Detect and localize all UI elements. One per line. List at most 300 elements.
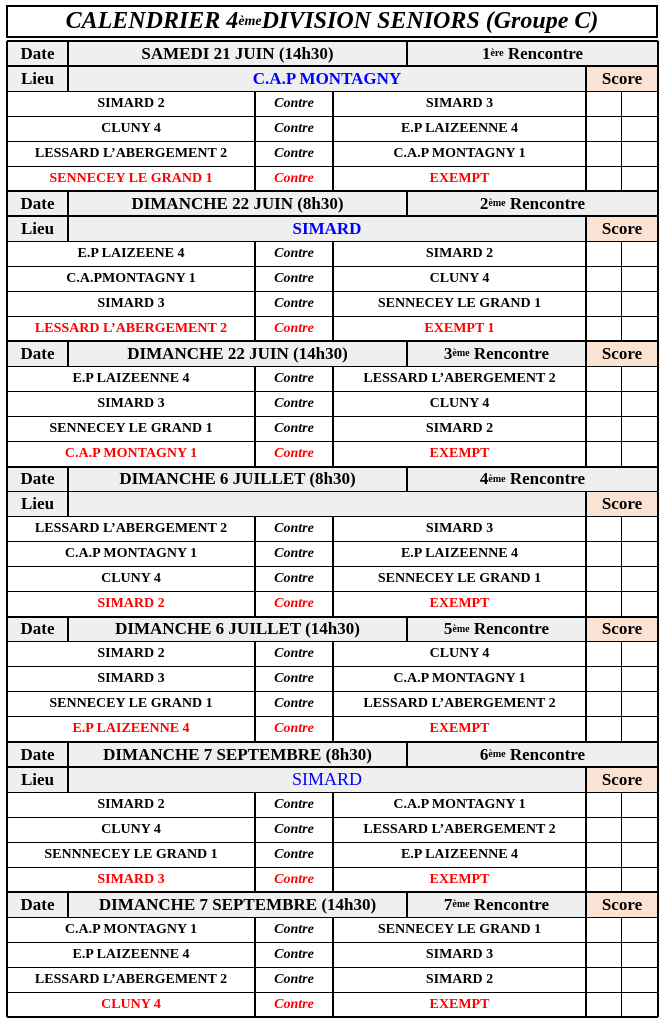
grid-line: [585, 517, 587, 542]
home-team-text: SIMARD 2: [97, 646, 165, 662]
grid-line: [332, 642, 334, 667]
contre-text: Contre: [274, 646, 314, 662]
score-away-cell[interactable]: [621, 316, 658, 341]
grid-line: [254, 692, 256, 717]
score-away-cell[interactable]: [621, 166, 658, 191]
away-team: [333, 366, 586, 391]
contre-label: [255, 116, 333, 141]
away-team: [333, 567, 586, 592]
contre-text: Contre: [274, 996, 314, 1012]
score-home-cell[interactable]: [586, 241, 621, 266]
home-team-text: C.A.P MONTAGNY 1: [64, 921, 198, 937]
score-home-cell[interactable]: [586, 517, 621, 542]
date-label: [7, 467, 68, 492]
home-team-text: SENNECEY LE GRAND 1: [49, 170, 213, 186]
contre-text: Contre: [274, 245, 314, 261]
grid-line: [254, 166, 256, 191]
date-label: [7, 341, 68, 366]
grid-line: [406, 191, 408, 216]
score-home-cell[interactable]: [586, 417, 621, 442]
date-label: [7, 41, 68, 66]
date-label: [7, 892, 68, 917]
score-home-cell[interactable]: [586, 442, 621, 467]
away-team: [333, 141, 586, 166]
score-home-cell[interactable]: [586, 717, 621, 742]
grid-line: [621, 166, 622, 191]
score-home-cell[interactable]: [586, 592, 621, 617]
away-team: [333, 391, 586, 416]
round-number: [407, 191, 658, 216]
grid-line: [585, 91, 587, 116]
home-team-text: SENNECEY LE GRAND 1: [49, 421, 213, 437]
grid-line: [332, 116, 334, 141]
score-home-cell[interactable]: [586, 366, 621, 391]
score-home-cell[interactable]: [586, 917, 621, 942]
grid-line: [621, 942, 622, 967]
home-team: [7, 567, 255, 592]
home-team-text: E.P LAIZEENNE 4: [72, 946, 190, 962]
contre-text: Contre: [274, 971, 314, 987]
grid-line: [67, 216, 69, 241]
contre-label: [255, 442, 333, 467]
round-number-sup: ème: [452, 899, 470, 911]
grid-line: [254, 942, 256, 967]
grid-line: [254, 842, 256, 867]
grid-line: [254, 567, 256, 592]
contre-label: [255, 667, 333, 692]
grid-line: [621, 366, 622, 391]
grid-line: [585, 417, 587, 442]
grid-line: [254, 992, 256, 1017]
away-team-text: E.P LAIZEENNE 4: [400, 846, 519, 862]
grid-line: [585, 266, 587, 291]
round-number-sup: ème: [488, 198, 506, 210]
score-home-cell[interactable]: [586, 642, 621, 667]
round-number-sup: ème: [488, 473, 506, 485]
score-away-cell[interactable]: [621, 116, 658, 141]
score-away-cell[interactable]: [621, 817, 658, 842]
round-number: [407, 341, 586, 366]
round-number-digit: 1: [481, 43, 491, 63]
round-number: [407, 467, 658, 492]
grid-line: [621, 116, 622, 141]
away-team-text: SENNECEY LE GRAND 1: [377, 571, 542, 587]
score-home-cell[interactable]: [586, 266, 621, 291]
home-team-text: LESSARD L’ABERGEMENT 2: [34, 521, 228, 537]
away-team-text: E.P LAIZEENNE 4: [400, 546, 519, 562]
grid-line: [585, 867, 587, 892]
score-home-cell[interactable]: [586, 792, 621, 817]
score-away-cell[interactable]: [621, 266, 658, 291]
home-team-text: SIMARD 3: [97, 395, 165, 411]
grid-line: [332, 667, 334, 692]
away-team-text: CLUNY 4: [429, 646, 490, 662]
score-away-cell[interactable]: [621, 942, 658, 967]
grid-line: [67, 492, 69, 517]
grid-line: [67, 467, 69, 492]
contre-label: [255, 291, 333, 316]
score-away-cell[interactable]: [621, 917, 658, 942]
away-team: [333, 792, 586, 817]
home-team-text: SIMARD 3: [97, 295, 165, 311]
round-date-text: SAMEDI 21 JUIN (14h30): [141, 43, 334, 63]
grid-line: [254, 592, 256, 617]
score-header-text: Score: [601, 68, 643, 88]
round-number: [407, 742, 658, 767]
score-home-cell[interactable]: [586, 817, 621, 842]
venue-name: [68, 66, 586, 91]
grid-line: [621, 842, 622, 867]
score-away-cell[interactable]: [621, 291, 658, 316]
contre-label: [255, 316, 333, 341]
round-number-word: Rencontre: [507, 43, 584, 63]
score-home-cell[interactable]: [586, 692, 621, 717]
grid-line: [585, 767, 587, 792]
contre-text: Contre: [274, 95, 314, 111]
contre-text: Contre: [274, 696, 314, 712]
score-home-cell[interactable]: [586, 667, 621, 692]
contre-label: [255, 266, 333, 291]
contre-text: Contre: [274, 871, 314, 887]
away-team: [333, 241, 586, 266]
score-home-cell[interactable]: [586, 542, 621, 567]
score-header-text: Score: [601, 218, 643, 238]
venue-name: [68, 216, 586, 241]
round-number-sup: ème: [452, 623, 470, 635]
grid-line: [332, 917, 334, 942]
contre-text: Contre: [274, 846, 314, 862]
grid-line: [67, 66, 69, 91]
score-home-cell[interactable]: [586, 91, 621, 116]
grid-line: [6, 41, 8, 1017]
home-team-text: CLUNY 4: [101, 571, 161, 587]
round-number-digit: 4: [479, 469, 489, 489]
contre-label: [255, 417, 333, 442]
score-away-cell[interactable]: [621, 592, 658, 617]
grid-line: [406, 341, 408, 366]
score-home-cell[interactable]: [586, 992, 621, 1017]
grid-line: [585, 592, 587, 617]
grid-line: [254, 442, 256, 467]
away-team: [333, 942, 586, 967]
contre-text: Contre: [274, 571, 314, 587]
score-away-cell[interactable]: [621, 241, 658, 266]
grid-line: [254, 316, 256, 341]
round-date: [68, 467, 407, 492]
home-team: [7, 291, 255, 316]
score-home-cell[interactable]: [586, 967, 621, 992]
away-team-text: LESSARD L’ABERGEMENT 2: [363, 370, 556, 386]
grid-line: [621, 567, 622, 592]
score-away-cell[interactable]: [621, 517, 658, 542]
grid-line: [621, 792, 622, 817]
venue-name-text: SIMARD: [291, 769, 362, 789]
away-team: [333, 291, 586, 316]
grid-line: [254, 417, 256, 442]
score-away-cell[interactable]: [621, 992, 658, 1017]
contre-label: [255, 366, 333, 391]
venue-name-text: C.A.P MONTAGNY: [252, 68, 402, 88]
grid-line: [621, 391, 622, 416]
grid-line: [585, 967, 587, 992]
grid-line: [254, 366, 256, 391]
home-team-text: LESSARD L’ABERGEMENT 2: [34, 145, 228, 161]
home-team: [7, 442, 255, 467]
round-number: [407, 892, 586, 917]
grid-line: [67, 617, 69, 642]
score-away-cell[interactable]: [621, 667, 658, 692]
contre-label: [255, 91, 333, 116]
grid-line: [254, 542, 256, 567]
contre-text: Contre: [274, 395, 314, 411]
grid-line: [332, 717, 334, 742]
score-home-cell[interactable]: [586, 141, 621, 166]
grid-line: [67, 41, 69, 66]
contre-text: Contre: [274, 421, 314, 437]
contre-text: Contre: [274, 145, 314, 161]
away-team-text: SENNECEY LE GRAND 1: [377, 295, 542, 311]
away-team-text: CLUNY 4: [429, 270, 490, 286]
contre-label: [255, 542, 333, 567]
grid-line: [332, 391, 334, 416]
score-home-cell[interactable]: [586, 867, 621, 892]
home-team: [7, 992, 255, 1017]
score-away-cell[interactable]: [621, 792, 658, 817]
score-home-cell[interactable]: [586, 842, 621, 867]
grid-line: [332, 842, 334, 867]
home-team: [7, 141, 255, 166]
away-team: [333, 517, 586, 542]
grid-line: [621, 917, 622, 942]
home-team: [7, 542, 255, 567]
home-team-text: SIMARD 2: [97, 95, 165, 111]
calendar-title: [6, 5, 658, 38]
grid-line: [67, 892, 69, 917]
home-team-text: C.A.PMONTAGNY 1: [66, 270, 196, 286]
score-away-cell[interactable]: [621, 717, 658, 742]
round-number-word: Rencontre: [473, 619, 550, 639]
score-header: [586, 892, 658, 917]
away-team: [333, 542, 586, 567]
grid-line: [7, 1016, 658, 1018]
grid-line: [621, 542, 622, 567]
away-team: [333, 667, 586, 692]
lieu-label: [7, 216, 68, 241]
score-away-cell[interactable]: [621, 567, 658, 592]
grid-line: [621, 91, 622, 116]
home-team-text: CLUNY 4: [101, 821, 161, 837]
grid-line: [332, 817, 334, 842]
home-team: [7, 642, 255, 667]
home-team: [7, 266, 255, 291]
grid-line: [406, 892, 408, 917]
grid-line: [585, 542, 587, 567]
round-date: [68, 341, 407, 366]
away-team-text: EXEMPT: [429, 596, 490, 612]
round-date-text: DIMANCHE 22 JUIN (14h30): [127, 343, 348, 363]
away-team: [333, 992, 586, 1017]
grid-line: [621, 316, 622, 341]
grid-line: [332, 942, 334, 967]
score-header-text: Score: [601, 769, 643, 789]
round-date-text: DIMANCHE 7 SEPTEMBRE (14h30): [98, 894, 377, 914]
grid-line: [621, 967, 622, 992]
round-number-word: Rencontre: [473, 343, 550, 363]
title-sup: ème: [238, 13, 262, 29]
grid-line: [254, 116, 256, 141]
date-label: [7, 742, 68, 767]
score-header: [586, 767, 658, 792]
home-team: [7, 817, 255, 842]
score-away-cell[interactable]: [621, 967, 658, 992]
home-team-text: E.P LAIZEENNE 4: [72, 721, 190, 737]
grid-line: [7, 40, 658, 42]
home-team: [7, 967, 255, 992]
lieu-label-text: Lieu: [20, 218, 55, 238]
grid-line: [332, 967, 334, 992]
away-team-text: EXEMPT 1: [424, 320, 495, 336]
lieu-label: [7, 767, 68, 792]
score-header: [586, 492, 658, 517]
score-away-cell[interactable]: [621, 867, 658, 892]
grid-line: [585, 166, 587, 191]
score-home-cell[interactable]: [586, 116, 621, 141]
grid-line: [621, 291, 622, 316]
contre-text: Contre: [274, 796, 314, 812]
grid-line: [254, 792, 256, 817]
date-label-text: Date: [20, 43, 55, 63]
home-team: [7, 717, 255, 742]
home-team: [7, 867, 255, 892]
home-team-text: E.P LAIZEENNE 4: [72, 370, 190, 386]
home-team-text: SIMARD 3: [97, 671, 165, 687]
home-team: [7, 942, 255, 967]
away-team: [333, 817, 586, 842]
score-home-cell[interactable]: [586, 291, 621, 316]
grid-line: [585, 942, 587, 967]
score-header-text: Score: [601, 494, 643, 514]
round-number-word: Rencontre: [473, 894, 550, 914]
grid-line: [254, 141, 256, 166]
contre-text: Contre: [274, 721, 314, 737]
grid-line: [585, 892, 587, 917]
contre-text: Contre: [274, 320, 314, 336]
score-away-cell[interactable]: [621, 842, 658, 867]
lieu-label-text: Lieu: [20, 494, 55, 514]
away-team: [333, 917, 586, 942]
contre-label: [255, 567, 333, 592]
score-home-cell[interactable]: [586, 567, 621, 592]
score-away-cell[interactable]: [621, 141, 658, 166]
grid-line: [332, 692, 334, 717]
score-away-cell[interactable]: [621, 391, 658, 416]
grid-line: [254, 667, 256, 692]
grid-line: [7, 741, 658, 743]
away-team-text: EXEMPT: [429, 996, 490, 1012]
contre-text: Contre: [274, 270, 314, 286]
score-away-cell[interactable]: [621, 91, 658, 116]
score-away-cell[interactable]: [621, 366, 658, 391]
contre-label: [255, 141, 333, 166]
grid-line: [621, 442, 622, 467]
contre-label: [255, 592, 333, 617]
contre-label: [255, 717, 333, 742]
away-team-text: SIMARD 2: [425, 971, 494, 987]
round-number: [407, 617, 586, 642]
round-date-text: DIMANCHE 6 JUILLET (14h30): [115, 619, 360, 639]
score-home-cell[interactable]: [586, 166, 621, 191]
grid-line: [332, 291, 334, 316]
home-team: [7, 391, 255, 416]
grid-line: [332, 992, 334, 1017]
away-team-text: SENNECEY LE GRAND 1: [377, 921, 542, 937]
grid-line: [67, 742, 69, 767]
grid-line: [67, 341, 69, 366]
away-team: [333, 116, 586, 141]
home-team-text: CLUNY 4: [101, 120, 161, 136]
home-team: [7, 241, 255, 266]
score-away-cell[interactable]: [621, 542, 658, 567]
contre-label: [255, 692, 333, 717]
contre-label: [255, 792, 333, 817]
contre-label: [255, 166, 333, 191]
grid-line: [332, 442, 334, 467]
date-label-text: Date: [20, 193, 55, 213]
grid-line: [254, 867, 256, 892]
grid-line: [621, 642, 622, 667]
round-number-digit: 6: [479, 744, 489, 764]
away-team-text: EXEMPT: [429, 721, 490, 737]
grid-line: [621, 817, 622, 842]
grid-line: [621, 241, 622, 266]
grid-line: [332, 517, 334, 542]
score-home-cell[interactable]: [586, 391, 621, 416]
away-team-text: SIMARD 2: [425, 245, 494, 261]
grid-line: [7, 491, 658, 493]
home-team-text: C.A.P MONTAGNY 1: [64, 446, 198, 462]
grid-line: [585, 391, 587, 416]
grid-line: [332, 241, 334, 266]
away-team: [333, 867, 586, 892]
date-label-text: Date: [20, 894, 55, 914]
contre-text: Contre: [274, 521, 314, 537]
date-label-text: Date: [20, 343, 55, 363]
grid-line: [332, 141, 334, 166]
score-home-cell[interactable]: [586, 316, 621, 341]
grid-line: [254, 266, 256, 291]
score-away-cell[interactable]: [621, 692, 658, 717]
grid-line: [7, 766, 658, 768]
away-team-text: EXEMPT: [429, 871, 490, 887]
home-team-text: E.P LAIZEENE 4: [77, 245, 185, 261]
away-team: [333, 417, 586, 442]
grid-line: [406, 742, 408, 767]
grid-line: [585, 442, 587, 467]
round-number-sup: ème: [452, 348, 470, 360]
away-team-text: SIMARD 2: [425, 421, 494, 437]
score-home-cell[interactable]: [586, 942, 621, 967]
away-team: [333, 592, 586, 617]
score-away-cell[interactable]: [621, 442, 658, 467]
grid-line: [332, 792, 334, 817]
grid-line: [7, 215, 658, 217]
score-away-cell[interactable]: [621, 642, 658, 667]
grid-line: [332, 166, 334, 191]
contre-text: Contre: [274, 821, 314, 837]
away-team: [333, 442, 586, 467]
score-away-cell[interactable]: [621, 417, 658, 442]
grid-line: [254, 717, 256, 742]
